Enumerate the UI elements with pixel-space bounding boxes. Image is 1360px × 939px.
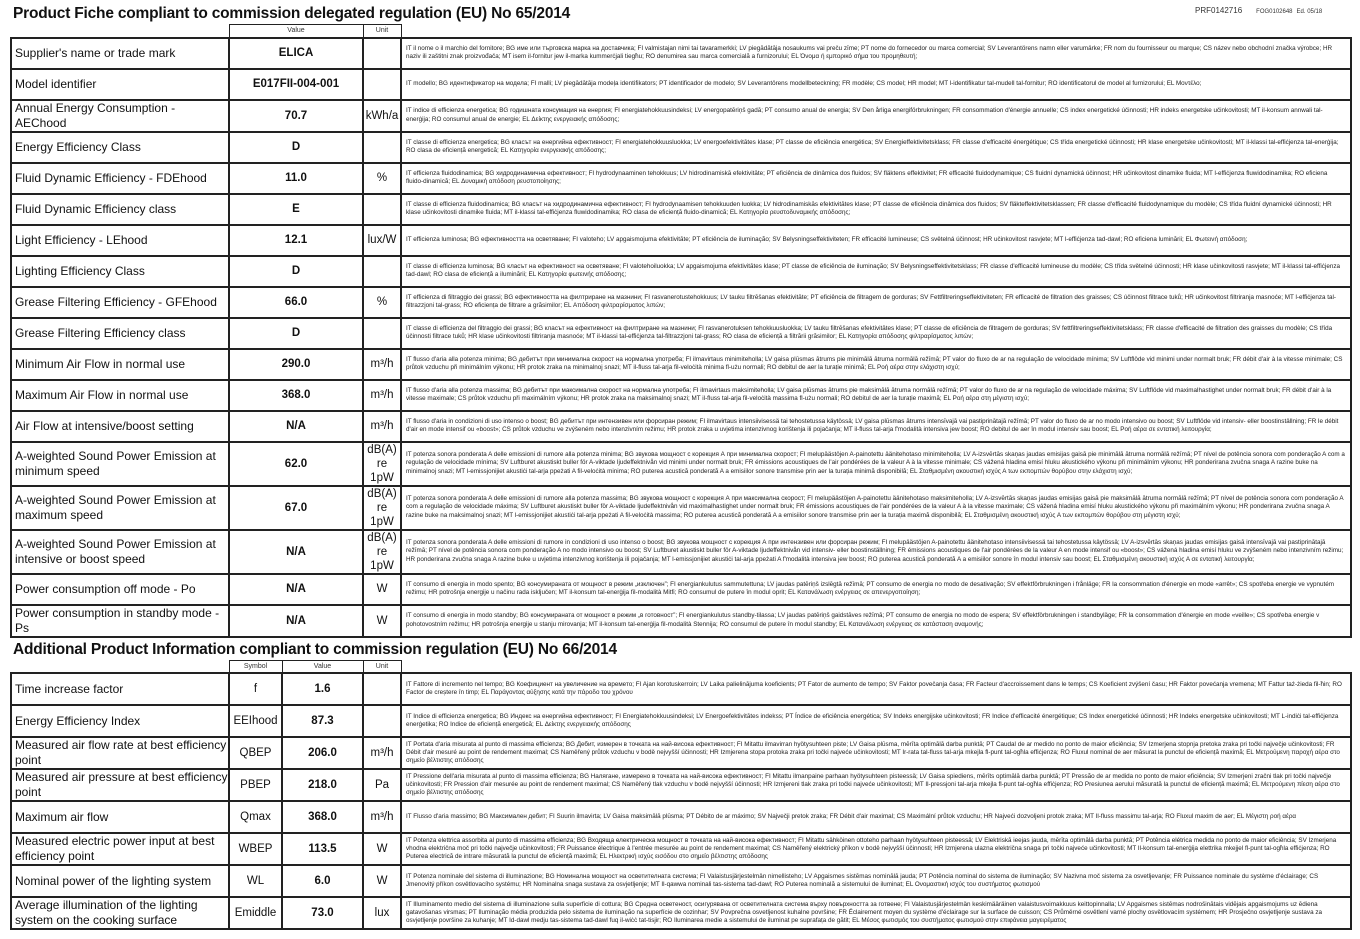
row-label: Fluid Dynamic Efficiency class <box>11 194 229 225</box>
row-value: 73.0 <box>282 897 363 929</box>
row-translations: IT flusso d'aria alla potenza minima; BG дебитът при минимална скорост на нормална употреба; FI ilmavirtaus minimiteholla; LV gaisa plūsmas ātrums pie minimālā ātruma normālā režīmā; PT valor do fluxo de ar na regulação de velocidade mínima; SV Luftflöde vid minimi under normalt bruk; FR débit d'air à la vitesse minimale; CS průtok vzduchu při minimálním výkonu; HR protok zraka na minimalnoj snazi; MT il-fluss tal-arja fil-veloċità minima fl-użu normali; RO debitul de aer la turație minimă; EL Ροή αέρα στην ελάχιστη ισχύ; <box>401 349 1351 380</box>
row-unit: % <box>363 163 401 194</box>
row-value: D <box>229 132 363 163</box>
row-unit: m³/h <box>363 411 401 442</box>
row-unit: W <box>363 574 401 605</box>
row-value: N/A <box>229 574 363 605</box>
row-value: 62.0 <box>229 442 363 486</box>
form-code: FOG0102648 <box>1256 9 1293 15</box>
value-header: Value <box>229 25 363 38</box>
row-translations: IT Pressione dell'aria misurata al punto di massima efficienza; BG Налягане, измерено в точката на най-висока ефективност; FI Mitattu ilmanpaine parhaan hyötysuhteen pisteessä; LV Gaisa spiediens, mērīts optimālā darba punktā; PT Pressão de ar medida no ponto de maior eficiência; SV Izmerjeni zračni tlak pri točki največje učinkovitosti; FR Pression d'air mesurée au point de rendement maximal; CS Naměřený tlak vzduchu v bodě nejvyšší účinnosti; HR Izmjereni tlak zraka pri točki najveće učinkovitosti; MT Il-pressjoni tal-arja mkejla fl-punt tal-ogħla effiċjenza; RO Presiunea aerului măsurată la punctul de eficiență maximă; EL Μετρούμενη πίεση αέρα στο σημείο βέλτιστης απόδοσης <box>401 769 1351 801</box>
table-row <box>11 69 1351 100</box>
row-translations: IT indice di efficienza energetica; BG годишната консумация на енергия; FI energiatehokkuusindeksi; LV energopatēriņš gadā; PT consumo anual de energia; SV Den årliga energiförbrukningen; FR consommation d'énergie annuelle; CS index energetické účinnosti; HR indeks energetske učinkovitosti; MT il-konsum annwali tal-enerġija; RO consumul anual de energie; EL Δείκτης ενεργειακής απόδοσης; <box>401 100 1351 132</box>
row-value: 66.0 <box>229 287 363 318</box>
row-label: Measured air pressure at best efficiency point <box>11 769 229 801</box>
row-label: Minimum Air Flow in normal use <box>11 349 229 380</box>
row-value: 67.0 <box>229 486 363 530</box>
row-label: Fluid Dynamic Efficiency - FDEhood <box>11 163 229 194</box>
row-translations: IT Illuminamento medio del sistema di illuminazione sulla superficie di cottura; BG Средна осветеност, осигурявана от осветителната система върху повърхността за готвене; FI Valaistusjärjestelmän keskimääräinen valaistusvoimakkuus keittopinnalla; LV Apgaismes sistēmas nodrošinātais vidējais apgaismojums uz ēdiena gatavošanas virsmas; PT Iluminação média produzida pelo sistema de iluminação na superfície de cozinhar; SV Povprečna osvetljenost kuhalne površine; FR Éclairement moyen du système d'éclairage sur la surface de cuisson; CS Průměrné osvětlení varné plochy osvětlovacím systémem; HR Prosječno osvjetljenje sustava za osvjetljenje površine za kuhanje; MT Id-dawl medju tas-sistema tad-dawl fuq il-wiċċ tat-tisjir; RO Iluminarea medie a sistemului de iluminat pe suprafața de gătit; EL Μέσος φωτισμός του συστήματος φωτισμού στην επιφάνεια μαγειρέματος <box>401 897 1351 929</box>
row-value: 113.5 <box>282 833 363 865</box>
row-value: 206.0 <box>282 737 363 769</box>
row-unit <box>363 38 401 69</box>
row-symbol: Qmax <box>229 801 282 833</box>
row-label: Light Efficiency - LEhood <box>11 225 229 256</box>
row-value: N/A <box>229 530 363 574</box>
row-unit <box>363 69 401 100</box>
row-unit <box>363 194 401 225</box>
row-translations: IT potenza sonora ponderata A delle emissioni di rumore alla potenza massima; BG звукова мощност с корекция А при максимална скорост; FI melupäästöjen A-painotettu äänitehotaso maksimiteholla; LV A-izsvērtās skaņas jaudas emisijas gaisā pie maksimālā ātruma normālā režīmā; PT nível de potência sonora com ponderação A com a regulação de velocidade máxima; SV Luftburet akustiskt buller för A-viktade ljudeffektnivån vid maximalhastighet under normalt bruk; FR émissions acoustiques de l'air pondérées de la valeur A à la vitesse maximale; CS vážená hladina emisí hluku akustického výkonu při maximálním výkonu; HR ponderirana zvučna snaga A razine buke na maksimalnoj snazi; MT l-emissjonijiet akustiċi tal-arja ppeżati A fil-veloċità massima; RO puterea acustică ponderată A a emisiilor sonore transmise prin aer la turația maximă disponibilă; EL Σταθμισμένη ακουστική ισχύς Α των εκπομπών θορύβου στη μέγιστη ισχύ; <box>401 486 1351 530</box>
row-label: Power consumption in standby mode - Ps <box>11 605 229 637</box>
row-value: 368.0 <box>229 380 363 411</box>
row-unit: dB(A) re 1pW <box>363 486 401 530</box>
row-translations: IT potenza sonora ponderata A delle emissioni di rumore in condizioni di uso intenso o boost; BG звукова мощност с корекция А при интензивен или форсиран режим; FI melupäästöjen A-painotettu äänitehotaso intensiivisessä tai tehostetussa käytössä; LV A-izsvērtās skaņas jaudas emisijas gaisā intensīvajā vai pastiprinātajā režīmā; PT nível de potência sonora com ponderação A no modo intensivo ou boost; SV Luftburet akustiskt buller för A-viktade ljudeffektnivån vid intensiv- eller boostinställning; FR émissions acoustiques de l'air pondérées de la valeur A en mode intensif ou «boost»; CS vážená hladina emisí hluku ve zvýšeném nebo intenzivním režimu; HR ponderirana zvučna snaga A razine buke u uvjetima intenzivnog korištenja ili pojačanja; MT l-emissjonijiet akustiċi tal-arja ppeżati A f'modalità intensiva jew boost; RO puterea acustică ponderată A a emisiilor sonore în modul intensiv sau boost; EL Σταθμισμένη ακουστική ισχύς Α σε εντατική λειτουργία; <box>401 530 1351 574</box>
additional-info-title: Additional Product Information compliant to commission regulation (EU) No 66/2014 <box>13 640 617 658</box>
row-translations: IT classe di efficienza del filtraggio dei grassi; BG класът на ефективност на филтриране на мазнини; FI rasvanerotuksen tehokkuusluokka; LV tauku filtrēšanas efektivitātes klase; PT classe de eficiência de filtragem de gorduras; SV fettfiltreringseffektivitetsklass; FR classe d'efficacité de filtration des graisses du modèle; CS třída účinnosti filtrace tuků; HR klase učinkovitosti filtriranja masnoće; MT il-klassi tal-effiċjenza tal-filtrazzjoni tal-grass; RO clasa de eficiență a filtrării grăsimilor; EL Κατηγορία απόδοσης φιλτραρίσματος λιπών; <box>401 318 1351 349</box>
row-unit: kWh/a <box>363 100 401 132</box>
row-translations: IT Potenza nominale del sistema di illuminazione; BG Номинална мощност на осветителната система; FI Valaistusjärjestelmän nimellisteho; LV Apgaismes sistēmas nominālā jauda; PT Potência nominal do sistema de iluminação; SV Nazivna moč sistema za osvetljevanje; FR Puissance nominale du système d'éclairage; CS Jmenovitý příkon osvětlovacího systému; HR Nominalna snaga sustava za osvjetljenje; MT Il-qawwa nominali tas-sistema tad-dawl; RO Puterea nominală a sistemului de iluminat; EL Ονομαστική ισχύς του συστήματος φωτισμού <box>401 865 1351 897</box>
row-translations: IT Potenza elettrica assorbita al punto di massima efficienza; BG Входяща електрическа мощност в точката на най-висока ефективност; FI Mitattu sähköinen ottoteho parhaan hyötysuhteen pisteessä; LV Elektriskā ieejas jauda, mērīta optimālā darba punktā; PT Potência elétrica medida no ponto de maior eficiência; SV Izmerjena vhodna električna moč pri točki največje učinkovitosti; FR Puissance électrique à l'entrée mesurée au point de rendement maximal; CS Naměřený elektrický příkon v bodě nejvyšší účinnosti; HR Izmjerena ulazna električna snaga pri točki najveće učinkovitosti; MT Il-konsum tal-enerġija elettrika mkejjel fl-punt tal-ogħla effiċjenza; RO Puterea electrică de intrare măsurată la punctul de eficiență maximă; EL Ηλεκτρική ισχύς εισόδου στο σημείο βέλτιστης απόδοσης <box>401 833 1351 865</box>
row-value: 70.7 <box>229 100 363 132</box>
row-value: 6.0 <box>282 865 363 897</box>
table-row <box>11 833 1351 865</box>
row-unit: m³/h <box>363 380 401 411</box>
table-row <box>11 225 1351 256</box>
row-translations: IT efficienza fluidodinamica; BG хидродинамична ефективност; FI hydrodynaaminen tehokkuus; LV hidrodinamiskā efektivitāte; PT eficiência de dinâmica dos fluidos; SV fläktens effektivitet; FR efficacité fluidodynamique; CS fluidní dynamická účinnost; HR učinkovitost dinamike fluida; MT l-effiċjenza fluwidodinamika; RO eficiena fluido-dinamică; EL Δυναμική απόδοση ρευστοποίησης; <box>401 163 1351 194</box>
table-row <box>11 318 1351 349</box>
table-row <box>11 530 1351 574</box>
additional-info-table <box>10 660 1352 931</box>
table-row <box>11 38 1351 69</box>
row-label: Average illumination of the lighting system on the cooking surface <box>11 897 229 929</box>
row-translations: IT flusso d'aria alla potenza massima; BG дебитът при максимална скорост на нормална употреба; FI ilmavirtaus maksimiteholla; LV gaisa plūsmas ātrums pie maksimālā ātruma normālā režīmā; PT valor do fluxo de ar na regulação de velocidade máxima; SV Luftflöde vid maximalhastighet under normalt bruk; FR débit d'air à la vitesse maximale; CS průtok vzduchu při maximálním výkonu; HR protok zraka na maksimalnoj snazi; MT il-fluss tal-arja fil-veloċità massima fl-użu normali; RO debitul de aer la turație maximă; EL Ροή αέρα στη μέγιστη ισχύ; <box>401 380 1351 411</box>
value-header: Value <box>282 660 363 673</box>
row-unit <box>363 132 401 163</box>
row-translations: IT Fattore di incremento nel tempo; BG Коефициент на увеличение на времето; FI Ajan korotuskerroin; LV Laika palielinājuma koeficients; PT Fator de aumento de tempo; SV Faktor povečanja časa; FR Facteur d'accroissement dans le temps; CS Koeficient zvýšení času; HR Faktor povećanja vremena; MT Fattur taż-żieda fil-ħin; RO Factor de creștere în timp; EL Παράγοντας αύξησης κατά την πάροδο του χρόνου <box>401 673 1351 705</box>
unit-header: Unit <box>363 25 401 38</box>
row-unit: dB(A) re 1pW <box>363 530 401 574</box>
row-symbol: WBEP <box>229 833 282 865</box>
row-symbol: f <box>229 673 282 705</box>
row-value: E017FII-004-001 <box>229 69 363 100</box>
row-value: 368.0 <box>282 801 363 833</box>
row-symbol: WL <box>229 865 282 897</box>
table-row <box>11 574 1351 605</box>
row-label: Time increase factor <box>11 673 229 705</box>
prf-code: PRF0142716 <box>1195 6 1243 15</box>
row-unit: m³/h <box>363 349 401 380</box>
table-row <box>11 769 1351 801</box>
row-translations: IT classe di efficienza fluidodinamica; BG класът на хидродинамична ефективност; FI hydrodynaamisen tehokkuuden luokka; LV hidrodinamiskās efektivitātes klase; PT classe de eficiência dinâmica dos fluidos; SV fläkteffektivitetsklassen; FR classe d'efficacité fluidodynamique du modèle; CS třída fluidní dynamické účinnosti; HR klase učinkovitosti dinamike fluida; MT il-klassi tal-effiċjenza fluwidodinamika; RO clasa de eficiență fluido-dinamică; EL Κατηγορία ρευστοδυναμικής απόδοσης; <box>401 194 1351 225</box>
row-label: Grease Filtering Efficiency - GFEhood <box>11 287 229 318</box>
row-label: A-weighted Sound Power Emission at maximum speed <box>11 486 229 530</box>
row-label: Nominal power of the lighting system <box>11 865 229 897</box>
table-row <box>11 194 1351 225</box>
row-translations: IT classe di efficienza luminosa; BG класът на ефективност на осветяване; FI valotehoiluokka; LV apgaismojuma efektivitātes klase; PT classe de eficiência de iluminação; SV Belysningseffektivitetsklass; FR classe d'efficacité lumineuse du modèle; CS třída světelné účinnosti; HR klase učinkovitosti rasvjete; MT il-klassi tal-effiċjenza tad-dawl; RO clasa de eficiență a iluminării; EL Κατηγορία φωτεινής απόδοσης; <box>401 256 1351 287</box>
table-row <box>11 897 1351 929</box>
row-translations: IT il nome o il marchio del fornitore; BG име или търговска марка на доставчика; FI valmistajan nimi tai tavaramerkki; LV piegādātāja nosaukums vai preču zīme; PT nome do fornecedor ou marca comercial; SV Leverantörens namn eller varumärke; FR nom du fournisseur ou marque; CS název nebo obchodní značka výrobce; HR naziv ili zaštitni znak proizvođača; MT isem il-fornitur jew il-marka kummerċjali tiegħu; RO denumirea sau marca comercială a furnizorului; EL Όνομα ή εμπορικό σήμα του προμηθευτή; <box>401 38 1351 69</box>
table-row <box>11 673 1351 705</box>
table-row <box>11 132 1351 163</box>
fiche-title: Product Fiche compliant to commission delegated regulation (EU) No 65/2014 <box>13 5 571 22</box>
table-row <box>11 801 1351 833</box>
row-symbol: EEIhood <box>229 705 282 737</box>
row-translations: IT efficienza di filtraggio dei grassi; BG ефективността на филтриране на мазнини; FI rasvanerotustehokkuus; LV tauku filtrēšanas efektivitāte; PT eficiência de filtragem de gorduras; SV Fettfiltreringseffektiviteten; FR efficacité de filtration des graisses; CS účinnost filtrace tuků; HR učinkovitost filtriranja masnoće; MT l-effiċjenza tal-filtrazzjoni tal-grass; RO eficiența de filtrare a grăsimilor; EL Απόδοση φιλτραρίσματος λιπών; <box>401 287 1351 318</box>
row-label: Lighting Efficiency Class <box>11 256 229 287</box>
row-label: Measured air flow rate at best efficiency point <box>11 737 229 769</box>
row-value: 11.0 <box>229 163 363 194</box>
table-row <box>11 256 1351 287</box>
row-label: Supplier's name or trade mark <box>11 38 229 69</box>
row-unit: lux/W <box>363 225 401 256</box>
row-unit: Pa <box>363 769 401 801</box>
row-translations: IT efficienza luminosa; BG ефективността на осветяване; FI valoteho; LV apgaismojuma efektivitāte; PT eficiência de iluminação; SV Belysningseffektiviteten; FR efficacité lumineuse; CS světelná účinnost; HR učinkovitost rasvjete; MT l-effiċjenza tad-dawl; RO eficiena luminării; EL Φωτεινή απόδοση; <box>401 225 1351 256</box>
row-unit: W <box>363 605 401 637</box>
row-translations: IT Portata d'aria misurata al punto di massima efficienza; BG Дебит, измерен в точката на най-висока ефективност; FI Mitattu ilmavirran hyötysuhteen piste; LV Gaisa plūsma, mērīta optimālā darba punktā; PT Caudal de ar medido no ponto de maior eficiência; SV Izmerjena stopnja pretoka zraka pri točki največje učinkovitosti; FR Débit d'air mesuré au point de rendement maximal; CS Naměřený průtok vzduchu v bodě nejvyšší účinnosti; HR Izmjerena stopa protoka zraka pri točki najveće učinkovitosti; MT Ir-rata tal-fluss tal-arja mkejla fl-punt tal-ogħla effiċjenza; RO Fluxul nominal de aer măsurat la punctul de eficiență maximă; EL Μετρούμενη παροχή αέρα στο σημείο βέλτιστης απόδοσης <box>401 737 1351 769</box>
table-row <box>11 737 1351 769</box>
row-unit <box>363 705 401 737</box>
row-value: N/A <box>229 411 363 442</box>
row-value: N/A <box>229 605 363 637</box>
row-unit: % <box>363 287 401 318</box>
table-row <box>11 411 1351 442</box>
row-value: 12.1 <box>229 225 363 256</box>
unit-header: Unit <box>363 660 401 673</box>
row-translations: IT potenza sonora ponderata A delle emissioni di rumore alla potenza minima; BG звукова мощност с корекция А при минимална скорост; FI melupäästöjen A-painotettu äänitehotaso minimiteholla; LV A-izsvērtās skaņas jaudas emisijas gaisā pie minimālā ātruma normālā režīmā; PT nível de potência sonora com ponderação A com a regulação de velocidade mínima; SV Luftburet akustiskt buller för A-viktade ljudeffektnivån vid minimi under normalt bruk; FR émissions acoustiques de l'air pondérées de la valeur A à la vitesse minimale; CS vážená hladina emisí hluku akustického výkonu při minimálním výkonu; HR ponderirana zvučna snaga A razine buke na minimalnoj snazi; MT l-emissjonijiet akustiċi tal-arja ppeżati A fil-veloċità minima; RO puterea acustică ponderată A a emisiilor sonore transmise prin aer la turația minimă disponibilă; EL Σταθμισμένη ακουστική ισχύς Α των εκπομπών θορύβου στην ελάχιστη ισχύ; <box>401 442 1351 486</box>
table-row <box>11 486 1351 530</box>
row-value: 1.6 <box>282 673 363 705</box>
row-value: 218.0 <box>282 769 363 801</box>
row-value: 87.3 <box>282 705 363 737</box>
table-row <box>11 380 1351 411</box>
table-row <box>11 865 1351 897</box>
row-label: Annual Energy Consumption - AEChood <box>11 100 229 132</box>
row-translations: IT modello; BG идентификатор на модела; FI malli; LV piegādātāja modeļa identifikators; PT identificador de modelo; SV Leverantörens modellbeteckning; FR modèle; CS model; HR model; MT l-identifikatur tal-mudell tal-fornitur; RO identificatorul de model al furnizorului; EL Μοντέλο; <box>401 69 1351 100</box>
product-fiche-table <box>10 24 1352 638</box>
row-unit <box>363 673 401 705</box>
row-label: Grease Filtering Efficiency class <box>11 318 229 349</box>
row-label: Energy Efficiency Index <box>11 705 229 737</box>
row-translations: IT flusso d'aria in condizioni di uso intenso o boost; BG дебитът при интензивен или форсиран режим; FI ilmavirtaus intensiivisessä tai tehostetussa käytössä; LV gaisa plūsmas ātrums intensīvajā vai pastiprinātajā režīmā; PT valor do fluxo de ar no modo intensivo ou boost; SV Luftflöde vid intensiv- eller boostinställning; FR le débit d'air en mode intensif ou «boost»; CS průtok vzduchu ve zvýšeném nebo intenzivním režimu; HR protok zraka u uvjetima intenzivnog korištenja ili pojačanja; MT il-fluss tal-arja f'modalità intensiva jew boost; RO debitul de aer în modul intensiv sau boost; EL Ροή αέρα σε εντατική λειτουργία; <box>401 411 1351 442</box>
row-value: ELICA <box>229 38 363 69</box>
row-unit <box>363 256 401 287</box>
table-row <box>11 442 1351 486</box>
row-symbol: Emiddle <box>229 897 282 929</box>
row-label: Model identifier <box>11 69 229 100</box>
row-unit: dB(A) re 1pW <box>363 442 401 486</box>
row-translations: IT Flusso d'aria massimo; BG Максимален дебит; FI Suurin ilmavirta; LV Gaisa maksimālā plūsma; PT Débito de ar máximo; SV Največji pretok zraka; FR Débit d'air maximal; CS Maximální průtok vzduchu; HR Najveći dozvoljeni protok zraka; MT Il-fluss massimu tal-arja; RO Fluxul maxim de aer; EL Μέγιστη ροή αέρα <box>401 801 1351 833</box>
table-row <box>11 100 1351 132</box>
row-label: Air Flow at intensive/boost setting <box>11 411 229 442</box>
row-label: Maximum air flow <box>11 801 229 833</box>
edition: Ed. 05/18 <box>1296 9 1323 15</box>
table-row <box>11 163 1351 194</box>
row-label: Maximum Air Flow in normal use <box>11 380 229 411</box>
symbol-header: Symbol <box>229 660 282 673</box>
row-translations: IT consumo di energia in modo standby; BG консумираната от мощност в режим „в готовност”; FI energiankulutus standby-tilassa; LV jaudas patēriņš gaidstāves režīmā; PT consumo de energia no modo de espera; SV effektförbrukningen i standbyläge; FR la consommation d'énergie en mode «veille»; CS spotřeba energie v pohotovostním režimu; HR potrošnja energije u stanju mirovanja; MT il-konsum tal-enerġija fil-modalità Stennija; RO consumul de putere în modul standby; EL Κατανάλωση ενέργειας σε κατάσταση αναμονής; <box>401 605 1351 637</box>
row-label: A-weighted Sound Power Emission at minimum speed <box>11 442 229 486</box>
document-codes <box>1195 6 1326 15</box>
row-label: Energy Efficiency Class <box>11 132 229 163</box>
row-unit: m³/h <box>363 801 401 833</box>
row-unit: m³/h <box>363 737 401 769</box>
row-symbol: PBEP <box>229 769 282 801</box>
row-unit: W <box>363 865 401 897</box>
row-value: D <box>229 318 363 349</box>
row-translations: IT Indice di efficienza energetica; BG Индекс на енергийна ефективност; FI Energiatehokkuusindeksi; LV Energoefektivitātes indekss; PT Índice de eficiência energética; SV Indeks energijske učinkovitosti; FR Indice d'efficacité énergétique; CS Index energetické účinnosti; HR Indeks energetske učinkovitosti; MT L-indiċi tal-effiċjenza enerġetika; RO Indice de eficiență energetică; EL Δείκτης ενεργειακής απόδοσης <box>401 705 1351 737</box>
row-translations: IT classe di efficienza energetica; BG класът на енергийна ефективност; FI energiatehokkuusluokka; LV energoefektivitātes klase; PT classe de eficiência energética; SV Energieffektivitetsklass; FR classe d'efficacité énergétique; CS třída energetické účinnosti; HR klase energetske učinkovitosti; MT il-klassi tal-effiċjenza tal-enerġija; RO clasa de eficiență energetică; EL Κατηγορία ενεργειακής απόδοσης; <box>401 132 1351 163</box>
row-label: Power consumption off mode - Po <box>11 574 229 605</box>
row-unit <box>363 318 401 349</box>
table-row <box>11 287 1351 318</box>
row-symbol: QBEP <box>229 737 282 769</box>
row-unit: lux <box>363 897 401 929</box>
row-label: Measured electric power input at best efficiency point <box>11 833 229 865</box>
row-value: 290.0 <box>229 349 363 380</box>
row-translations: IT consumo di energia in modo spento; BG консумираната от мощност в режим „изключен”; FI energiankulutus sammutettuna; LV jaudas patēriņš izslēgtā režīmā; PT consumo de energia no modo de desativação; SV effektförbrukningen i frånläge; FR la consommation d'énergie en mode «arrêt»; CS spotřeba energie ve vypnutém režimu; HR potrošnja energije u načinu rada isključen; MT il-konsum tal-enerġija fil-modalità Mitfi; RO consumul de putere în modul oprit; EL Κατανάλωση ενέργειας σε απενεργοποίηση; <box>401 574 1351 605</box>
row-value: D <box>229 256 363 287</box>
row-label: A-weighted Sound Power Emission at intensive or boost speed <box>11 530 229 574</box>
table-row <box>11 349 1351 380</box>
row-value: E <box>229 194 363 225</box>
table-row <box>11 705 1351 737</box>
row-unit: W <box>363 833 401 865</box>
table-row <box>11 605 1351 637</box>
